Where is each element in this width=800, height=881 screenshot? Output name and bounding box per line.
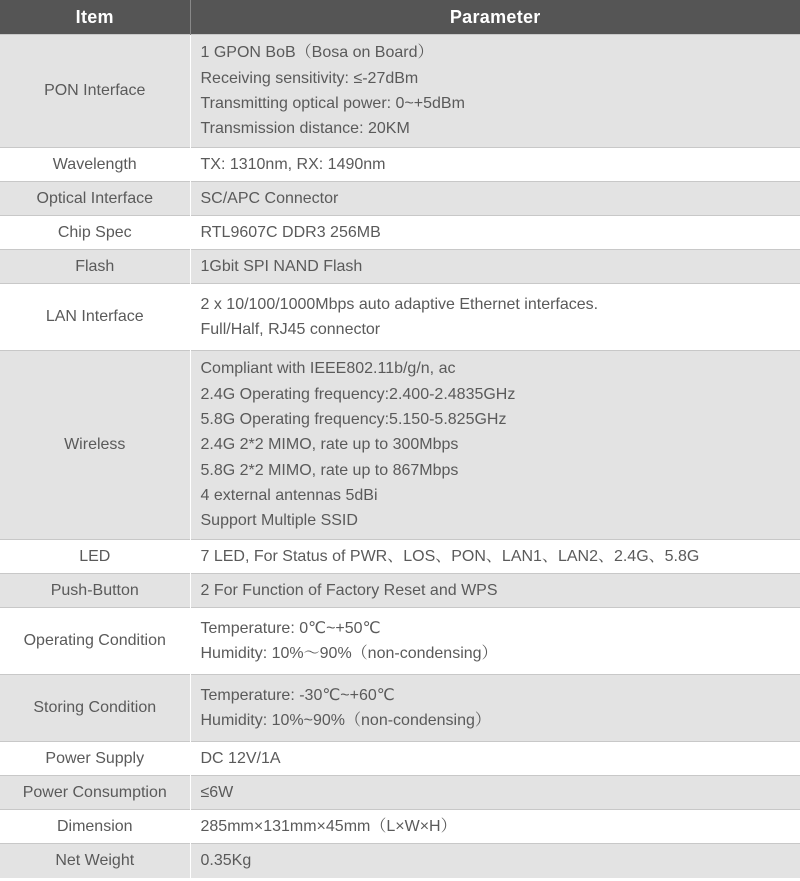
spec-body (0, 35, 800, 878)
spec-parameter (190, 35, 800, 148)
parameter-line: 7 LED, For Status of PWR、LOS、PON、LAN1、LAN2、2.4G、5.8G (200, 547, 700, 565)
item-column-header: Item (0, 0, 190, 35)
parameter-line: TX: 1310nm, RX: 1490nm (200, 155, 386, 173)
parameter-line: 285mm×131mm×45mm（L×W×H） (200, 817, 457, 835)
spec-row (0, 540, 800, 574)
parameter-line: 2 For Function of Factory Reset and WPS (200, 581, 498, 599)
spec-item-label: Power Consumption (0, 776, 190, 810)
spec-parameter (190, 742, 800, 776)
spec-item-label: Push-Button (0, 574, 190, 608)
spec-row (0, 351, 800, 540)
parameter-line: DC 12V/1A (200, 749, 281, 767)
parameter-line: Support Multiple SSID (200, 512, 358, 530)
spec-parameter (190, 810, 800, 844)
parameter-line: Transmission distance: 20KM (200, 120, 410, 138)
spec-item-label: Power Supply (0, 742, 190, 776)
spec-item-label: Net Weight (0, 844, 190, 878)
spec-parameter (190, 675, 800, 742)
spec-parameter (190, 574, 800, 608)
spec-row (0, 810, 800, 844)
parameter-line: ≤6W (200, 783, 234, 801)
parameter-line: Transmitting optical power: 0~+5dBm (200, 95, 465, 112)
parameter-line: Full/Half, RJ45 connector (200, 321, 381, 338)
spec-parameter (190, 540, 800, 574)
spec-row (0, 250, 800, 284)
parameter-line: 2.4G Operating frequency:2.400-2.4835GHz (200, 385, 516, 403)
spec-item-label: Flash (0, 250, 190, 284)
spec-row (0, 776, 800, 810)
parameter-line: 5.8G 2*2 MIMO, rate up to 867Mbps (200, 461, 459, 479)
spec-parameter (190, 844, 800, 878)
spec-item-label: PON Interface (0, 35, 190, 148)
spec-parameter (190, 776, 800, 810)
spec-parameter (190, 608, 800, 675)
spec-row (0, 608, 800, 675)
spec-parameter (190, 148, 800, 182)
spec-row (0, 35, 800, 148)
parameter-line: RTL9607C DDR3 256MB (200, 223, 381, 241)
spec-row (0, 742, 800, 776)
spec-parameter (190, 216, 800, 250)
spec-row (0, 182, 800, 216)
spec-row (0, 216, 800, 250)
spec-row (0, 675, 800, 742)
spec-item-label: Wireless (0, 351, 190, 540)
parameter-line: 0.35Kg (200, 852, 252, 870)
parameter-line: 1 GPON BoB（Bosa on Board） (200, 44, 434, 62)
spec-item-label: Operating Condition (0, 608, 190, 675)
parameter-line: 4 external antennas 5dBi (200, 486, 378, 504)
spec-parameter (190, 182, 800, 216)
spec-row (0, 148, 800, 182)
spec-parameter (190, 284, 800, 351)
spec-row (0, 284, 800, 351)
parameter-line: Receiving sensitivity: ≤-27dBm (200, 69, 419, 87)
spec-item-label: Wavelength (0, 148, 190, 182)
parameter-line: 2.4G 2*2 MIMO, rate up to 300Mbps (200, 436, 459, 454)
parameter-line: Humidity: 10%~90%（non-condensing） (200, 712, 491, 729)
parameter-column-header: Parameter (190, 0, 800, 35)
parameter-line: 2 x 10/100/1000Mbps auto adaptive Ethernet interfaces. (200, 295, 599, 313)
parameter-line: Compliant with IEEE802.11b/g/n, ac (200, 360, 456, 378)
parameter-line: Temperature: -30℃~+60℃ (200, 686, 395, 704)
parameter-line: SC/APC Connector (200, 189, 339, 207)
spec-row (0, 844, 800, 878)
header-row (0, 0, 800, 35)
spec-item-label: Optical Interface (0, 182, 190, 216)
spec-item-label: LAN Interface (0, 284, 190, 351)
spec-item-label: Storing Condition (0, 675, 190, 742)
parameter-line: 5.8G Operating frequency:5.150-5.825GHz (200, 411, 507, 429)
spec-item-label: Dimension (0, 810, 190, 844)
spec-row (0, 574, 800, 608)
spec-item-label: LED (0, 540, 190, 574)
parameter-line: Temperature: 0℃~+50℃ (200, 619, 381, 637)
parameter-line: 1Gbit SPI NAND Flash (200, 257, 363, 275)
spec-parameter (190, 250, 800, 284)
spec-item-label: Chip Spec (0, 216, 190, 250)
parameter-line: Humidity: 10%～90%（non-condensing） (200, 645, 498, 662)
spec-parameter (190, 351, 800, 540)
